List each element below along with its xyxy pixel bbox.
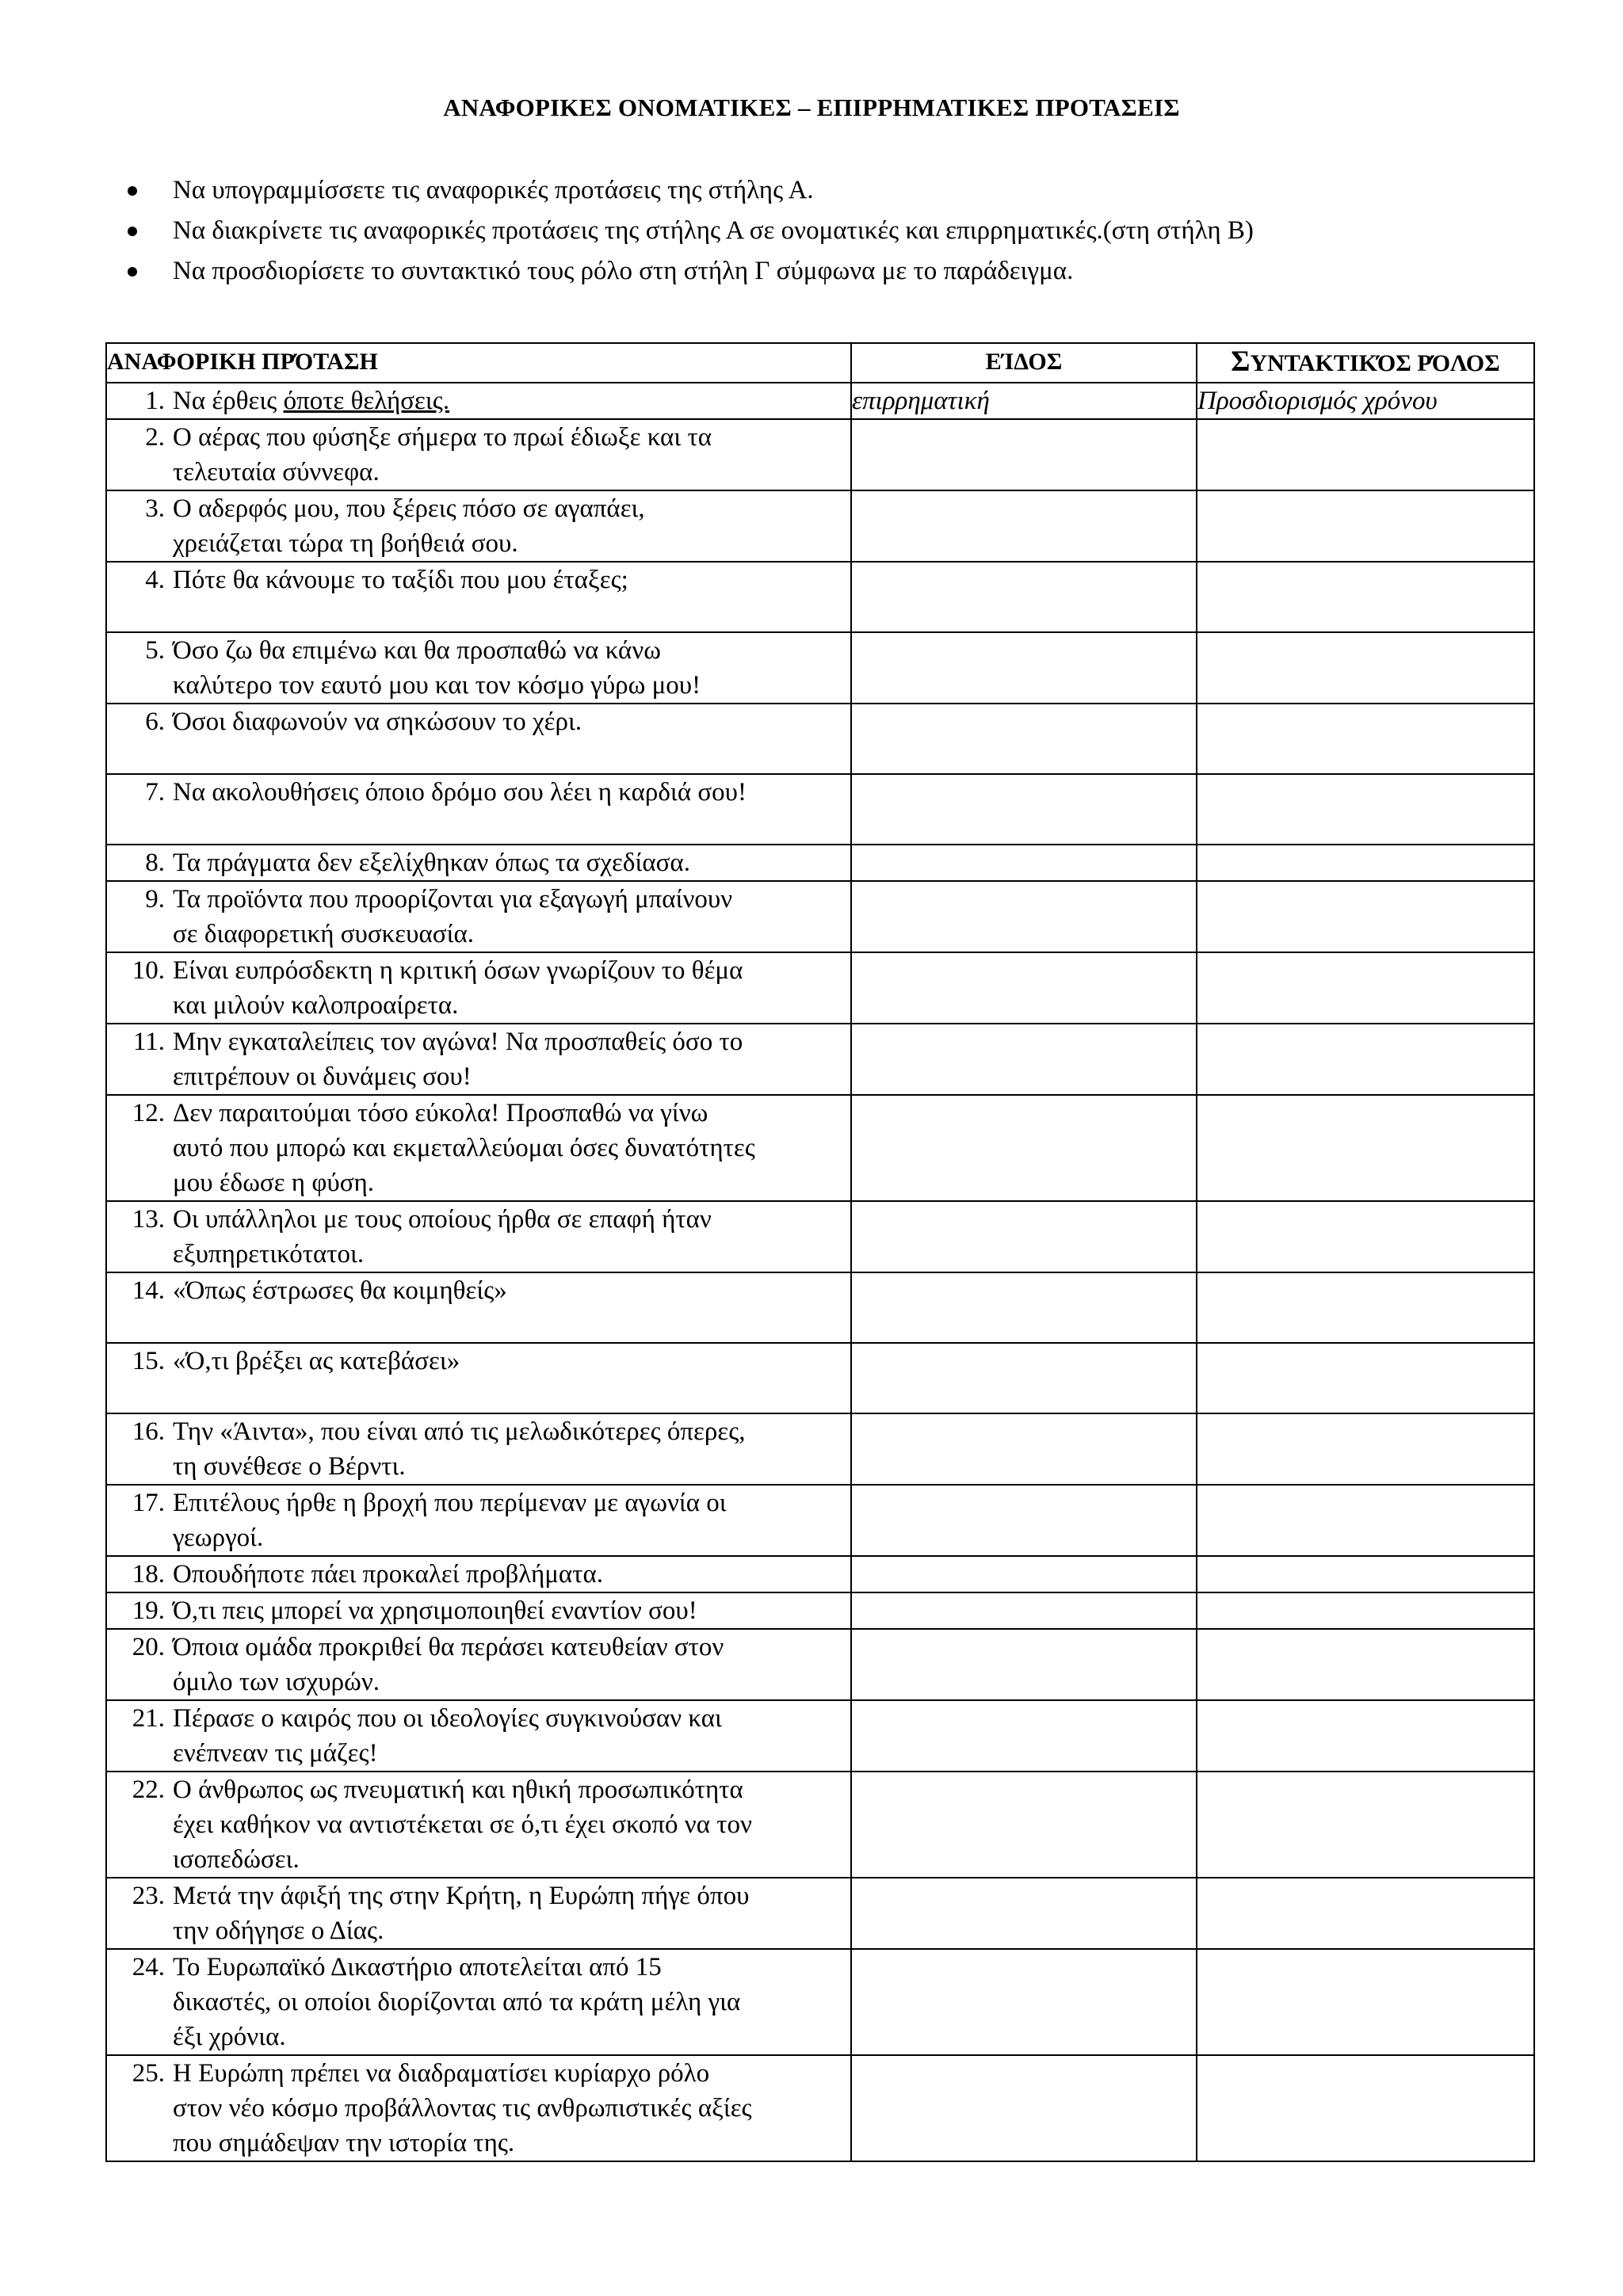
type-answer-cell[interactable] [851, 704, 1197, 774]
sentence-cell [106, 1024, 851, 1095]
sentence-line: μου έδωσε η φύση. [173, 1169, 374, 1197]
row-number: 19. [132, 1596, 165, 1625]
sentence-line: Όσοι διαφωνούν να σηκώσουν το χέρι. [173, 707, 582, 736]
example-row [106, 383, 1534, 419]
sentence-line: ισοπεδώσει. [173, 1845, 300, 1874]
type-answer-cell[interactable] [851, 632, 1197, 704]
row-number: 13. [132, 1205, 165, 1234]
row-number: 17. [132, 1489, 165, 1517]
sentence-line: δικαστές, οι οποίοι διορίζονται από τα κράτη μέλη για [173, 1988, 741, 2016]
row-number: 8. [145, 849, 165, 877]
sentence-line: την οδήγησε ο Δίας. [173, 1917, 384, 1945]
bullet-icon [128, 227, 137, 236]
sentence-line: Ο αέρας που φύσηξε σήμερα το πρωί έδιωξε και τα [173, 423, 712, 452]
sentence-line: έξι χρόνια. [173, 2023, 286, 2051]
sentence-line: «Ό,τι βρέξει ας κατεβάσει» [173, 1347, 460, 1375]
sentence-line: ενέπνεαν τις μάζες! [173, 1739, 378, 1768]
sentence-line: Είναι ευπρόσδεκτη η κριτική όσων γνωρίζουν το θέμα [173, 956, 743, 985]
table-row [106, 1556, 1534, 1592]
table-row [106, 1095, 1534, 1201]
header-type: ΕΊΔΟΣ [851, 343, 1197, 383]
worksheet-title: ΑΝΑΦΟΡΙΚΕΣ ΟΝΟΜΑΤΙΚΕΣ – ΕΠΙΡΡΗΜΑΤΙΚΕΣ ΠΡΟΤΑΣΕΙΣ [443, 93, 1180, 121]
role-answer-cell[interactable] [1197, 952, 1534, 1024]
type-answer-cell[interactable] [851, 1949, 1197, 2055]
header-sentence: ΑΝΑΦΟΡΙΚΗ ΠΡΌΤΑΣΗ [106, 343, 851, 383]
instruction-item [125, 211, 1254, 251]
role-cell: Προσδιορισμός χρόνου [1197, 383, 1534, 419]
table-row [106, 632, 1534, 704]
sentence-line: Όσο ζω θα επιμένω και θα προσπαθώ να κάνω [173, 636, 661, 665]
type-answer-cell[interactable] [851, 1878, 1197, 1949]
type-answer-cell[interactable] [851, 1485, 1197, 1556]
row-number: 3. [145, 494, 165, 523]
table-row [106, 1343, 1534, 1413]
sentence-line: Μετά την άφιξή της στην Κρήτη, η Ευρώπη πήγε όπου [173, 1882, 750, 1910]
sentence-line: χρειάζεται τώρα τη βοήθειά σου. [173, 529, 518, 558]
sentence-cell [106, 2055, 851, 2161]
role-answer-cell[interactable] [1197, 1878, 1534, 1949]
row-number: 14. [132, 1276, 165, 1305]
instruction-item [125, 251, 1254, 292]
row-number: 2. [145, 423, 165, 452]
sentence-cell [106, 1343, 851, 1413]
table-row [106, 419, 1534, 490]
sentence-line: Ό,τι πεις μπορεί να χρησιμοποιηθεί εναντίον σου! [173, 1596, 697, 1625]
row-number: 4. [145, 566, 165, 594]
sentence-cell [106, 1700, 851, 1772]
type-answer-cell[interactable] [851, 1201, 1197, 1272]
type-answer-cell[interactable] [851, 419, 1197, 490]
instruction-item [125, 170, 1254, 211]
row-number: 23. [132, 1882, 165, 1910]
sentence-cell [106, 1772, 851, 1878]
type-answer-cell[interactable] [851, 1556, 1197, 1592]
type-answer-cell[interactable] [851, 1272, 1197, 1343]
table-row [106, 1592, 1534, 1629]
role-answer-cell[interactable] [1197, 1949, 1534, 2055]
sentence-line: και μιλούν καλοπροαίρετα. [173, 991, 459, 1020]
row-number: 9. [145, 885, 165, 913]
header-role-initial: Σ [1231, 345, 1251, 378]
sentence-line: Να ακολουθήσεις όποιο δρόμο σου λέει η καρδιά σου! [173, 778, 747, 807]
row-number: 10. [132, 956, 165, 985]
row-number: 21. [132, 1704, 165, 1733]
bullet-icon [128, 267, 137, 277]
sentence-cell [106, 1272, 851, 1343]
role-answer-cell[interactable] [1197, 1095, 1534, 1201]
role-answer-cell[interactable] [1197, 774, 1534, 845]
role-answer-cell[interactable] [1197, 1024, 1534, 1095]
role-answer-cell[interactable] [1197, 1343, 1534, 1413]
row-number: 6. [145, 707, 165, 736]
sentence-cell [106, 845, 851, 881]
sentence-line: σε διαφορετική συσκευασία. [173, 920, 474, 948]
sentence-line: Την «Άιντα», που είναι από τις μελωδικότερες όπερες, [173, 1417, 746, 1446]
role-answer-cell[interactable] [1197, 490, 1534, 562]
sentence-line: καλύτερο τον εαυτό μου και τον κόσμο γύρω μου! [173, 671, 701, 700]
header-role-rest: ΥΝΤΑΚΤΙΚΌΣ ΡΌΛΟΣ [1250, 350, 1500, 376]
worksheet-table [105, 342, 1535, 2162]
type-answer-cell[interactable] [851, 845, 1197, 881]
sentence-line: Ο αδερφός μου, που ξέρεις πόσο σε αγαπάει, [173, 494, 645, 523]
type-cell: επιρρηματική [851, 383, 1197, 419]
type-answer-cell[interactable] [851, 2055, 1197, 2161]
row-number: 5. [145, 636, 165, 665]
sentence-line: «Όπως έστρωσες θα κοιμηθείς» [173, 1276, 507, 1305]
sentence-cell [106, 1201, 851, 1272]
role-answer-cell[interactable] [1197, 419, 1534, 490]
sentence-line: Δεν παραιτούμαι τόσο εύκολα! Προσπαθώ να γίνω [173, 1099, 708, 1127]
row-number: 16. [132, 1417, 165, 1446]
sentence-line: Όποια ομάδα προκριθεί θα περάσει κατευθείαν στον [173, 1633, 724, 1661]
table-row [106, 774, 1534, 845]
sentence-cell [106, 490, 851, 562]
sentence-line: Ο άνθρωπος ως πνευματική και ηθική προσωπικότητα [173, 1775, 743, 1804]
type-answer-cell[interactable] [851, 952, 1197, 1024]
table-row [106, 1629, 1534, 1700]
row-number: 1. [145, 387, 165, 415]
sentence-line: Οι υπάλληλοι με τους οποίους ήρθα σε επαφή ήταν [173, 1205, 712, 1234]
sentence-line: Η Ευρώπη πρέπει να διαδραματίσει κυρίαρχο ρόλο [173, 2059, 710, 2088]
sentence-text: Να έρθεις [173, 387, 284, 415]
sentence-line: Το Ευρωπαϊκό Δικαστήριο αποτελείται από 15 [173, 1953, 662, 1981]
sentence-cell [106, 1485, 851, 1556]
sentence-line: όμιλο των ισχυρών. [173, 1668, 380, 1696]
sentence-cell [106, 1556, 851, 1592]
row-number: 20. [132, 1633, 165, 1661]
sentence-cell [106, 1629, 851, 1700]
table-row [106, 1700, 1534, 1772]
table-row [106, 845, 1534, 881]
sentence-line: Μην εγκαταλείπεις τον αγώνα! Να προσπαθείς όσο το [173, 1028, 743, 1056]
header-role [1197, 343, 1534, 383]
row-number: 15. [132, 1347, 165, 1375]
sentence-line: που σημάδεψαν την ιστορία της. [173, 2129, 515, 2157]
sentence-cell [106, 704, 851, 774]
table-row [106, 1272, 1534, 1343]
sentence-cell [106, 952, 851, 1024]
table-row [106, 1413, 1534, 1485]
type-answer-cell[interactable] [851, 1700, 1197, 1772]
sentence-line: γεωργοί. [173, 1524, 264, 1552]
role-answer-cell[interactable] [1197, 1772, 1534, 1878]
row-number: 25. [132, 2059, 165, 2088]
role-answer-cell[interactable] [1197, 881, 1534, 952]
instruction-text: Να υπογραμμίσσετε τις αναφορικές προτάσεις της στήλης Α. [173, 176, 814, 204]
sentence-line: Τα προϊόντα που προορίζονται για εξαγωγή μπαίνουν [173, 885, 733, 913]
sentence-line: Τα πράγματα δεν εξελίχθηκαν όπως τα σχεδίασα. [173, 849, 690, 877]
role-answer-cell[interactable] [1197, 1700, 1534, 1772]
type-answer-cell[interactable] [851, 562, 1197, 632]
table-row [106, 490, 1534, 562]
bullet-icon [128, 186, 137, 196]
role-answer-cell[interactable] [1197, 1272, 1534, 1343]
sentence-line: εξυπηρετικότατοι. [173, 1240, 365, 1268]
row-number: 22. [132, 1775, 165, 1804]
sentence-cell [106, 774, 851, 845]
role-answer-cell[interactable] [1197, 1413, 1534, 1485]
table-row [106, 1878, 1534, 1949]
table-row [106, 2055, 1534, 2161]
row-number: 12. [132, 1099, 165, 1127]
underlined-clause: όποτε θελήσεις. [283, 387, 450, 415]
role-answer-cell[interactable] [1197, 1556, 1534, 1592]
sentence-cell [106, 562, 851, 632]
role-answer-cell[interactable] [1197, 1485, 1534, 1556]
instructions-list [125, 170, 1254, 292]
row-number: 24. [132, 1953, 165, 1981]
sentence-line: τη συνέθεσε ο Βέρντι. [173, 1452, 406, 1481]
table-row [106, 952, 1534, 1024]
role-answer-cell[interactable] [1197, 562, 1534, 632]
role-answer-cell[interactable] [1197, 2055, 1534, 2161]
type-answer-cell[interactable] [851, 1095, 1197, 1201]
sentence-line: Πέρασε ο καιρός που οι ιδεολογίες συγκινούσαν και [173, 1704, 722, 1733]
sentence-line: στον νέο κόσμο προβάλλοντας τις ανθρωπιστικές αξίες [173, 2094, 752, 2122]
role-answer-cell[interactable] [1197, 1629, 1534, 1700]
table-row [106, 704, 1534, 774]
role-answer-cell[interactable] [1197, 704, 1534, 774]
table-row [106, 562, 1534, 632]
table-row [106, 1772, 1534, 1878]
sentence-line: Οπουδήποτε πάει προκαλεί προβλήματα. [173, 1560, 604, 1589]
type-answer-cell[interactable] [851, 1024, 1197, 1095]
sentence-line: τελευταία σύννεφα. [173, 458, 380, 486]
type-answer-cell[interactable] [851, 490, 1197, 562]
sentence-cell [106, 383, 851, 419]
role-answer-cell[interactable] [1197, 1201, 1534, 1272]
sentence-cell [106, 1413, 851, 1485]
type-answer-cell[interactable] [851, 1629, 1197, 1700]
table-row [106, 1201, 1534, 1272]
table-row [106, 1949, 1534, 2055]
type-answer-cell[interactable] [851, 1772, 1197, 1878]
role-answer-cell[interactable] [1197, 845, 1534, 881]
instruction-text: Να διακρίνετε τις αναφορικές προτάσεις της στήλης Α σε ονοματικές και επιρρηματικές.(στη στήλη Β) [173, 216, 1254, 245]
type-answer-cell[interactable] [851, 881, 1197, 952]
sentence-line: επιτρέπουν οι δυνάμεις σου! [173, 1062, 472, 1091]
sentence-cell [106, 881, 851, 952]
sentence-cell [106, 1949, 851, 2055]
row-number: 7. [145, 778, 165, 807]
sentence-line: έχει καθήκον να αντιστέκεται σε ό,τι έχει σκοπό να τον [173, 1810, 752, 1839]
sentence-line: Πότε θα κάνουμε το ταξίδι που μου έταξες; [173, 566, 628, 594]
sentence-cell [106, 1095, 851, 1201]
type-answer-cell[interactable] [851, 1413, 1197, 1485]
sentence-cell [106, 419, 851, 490]
type-answer-cell[interactable] [851, 1592, 1197, 1629]
instruction-text: Να προσδιορίσετε το συντακτικό τους ρόλο στη στήλη Γ σύμφωνα με το παράδειγμα. [173, 257, 1074, 285]
row-number: 18. [132, 1560, 165, 1589]
table-row [106, 1024, 1534, 1095]
row-number: 11. [132, 1028, 165, 1056]
role-answer-cell[interactable] [1197, 632, 1534, 704]
type-answer-cell[interactable] [851, 774, 1197, 845]
table-row [106, 1485, 1534, 1556]
role-answer-cell[interactable] [1197, 1592, 1534, 1629]
type-answer-cell[interactable] [851, 1343, 1197, 1413]
sentence-cell [106, 1878, 851, 1949]
sentence-cell [106, 1592, 851, 1629]
sentence-line: αυτό που μπορώ και εκμεταλλεύομαι όσες δυνατότητες [173, 1134, 755, 1162]
table-header-row [106, 343, 1534, 383]
sentence-cell [106, 632, 851, 704]
table-row [106, 881, 1534, 952]
sentence-line: Επιτέλους ήρθε η βροχή που περίμεναν με αγωνία οι [173, 1489, 727, 1517]
